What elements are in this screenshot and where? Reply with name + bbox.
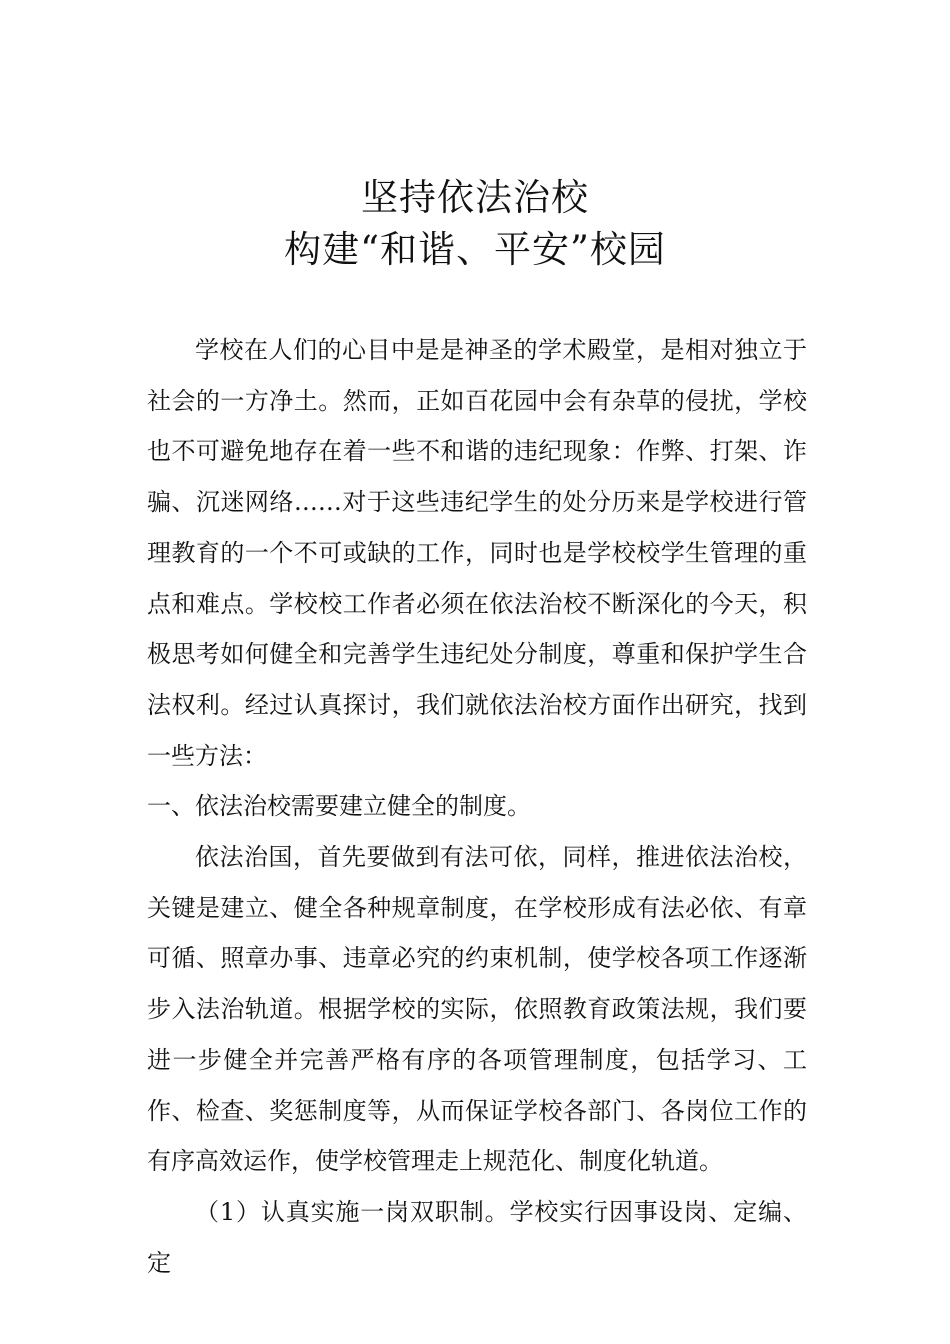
- document-title: [0, 172, 950, 276]
- paragraph-section-1: 依法治国，首先要做到有法可依，同样，推进依法治校，关键是建立、健全各种规章制度，在学校形成有法必依、有章可循、照章办事、违章必究的约束机制，使学校各项工作逐渐步入法治轨道。根据学校的实际，依照教育政策法规，我们要进一步健全并完善严格有序的各项管理制度，包括学习、工作、检查、奖惩制度等，从而保证学校各部门、各岗位工作的有序高效运作，使学校管理走上规范化、制度化轨道。: [147, 843, 807, 1176]
- title-line-1: 坚持依法治校: [361, 176, 589, 219]
- paragraph-intro: 学校在人们的心目中是是神圣的学术殿堂，是相对独立于社会的一方净土。然而，正如百花园中会有杂草的侵扰，学校也不可避免地存在着一些不和谐的违纪现象：作弊、打架、诈骗、沉迷网络……对于这些违纪学生的处分历来是学校进行管理教育的一个不可或缺的工作，同时也是学校校学生管理的重点和难点。学校校工作者必须在依法治校不断深化的今天，积极思考如何健全和完善学生违纪处分制度，尊重和保护学生合法权利。经过认真探讨，我们就依法治校方面作出研究，找到一些方法：: [147, 336, 807, 770]
- section-heading-1: 一、依法治校需要建立健全的制度。: [147, 792, 531, 821]
- paragraph-item-1: （1）认真实施一岗双职制。学校实行因事设岗、定编、定: [147, 1197, 807, 1277]
- title-line-2: 构建“和谐、平安”校园: [284, 228, 666, 271]
- document-body: [147, 325, 807, 1288]
